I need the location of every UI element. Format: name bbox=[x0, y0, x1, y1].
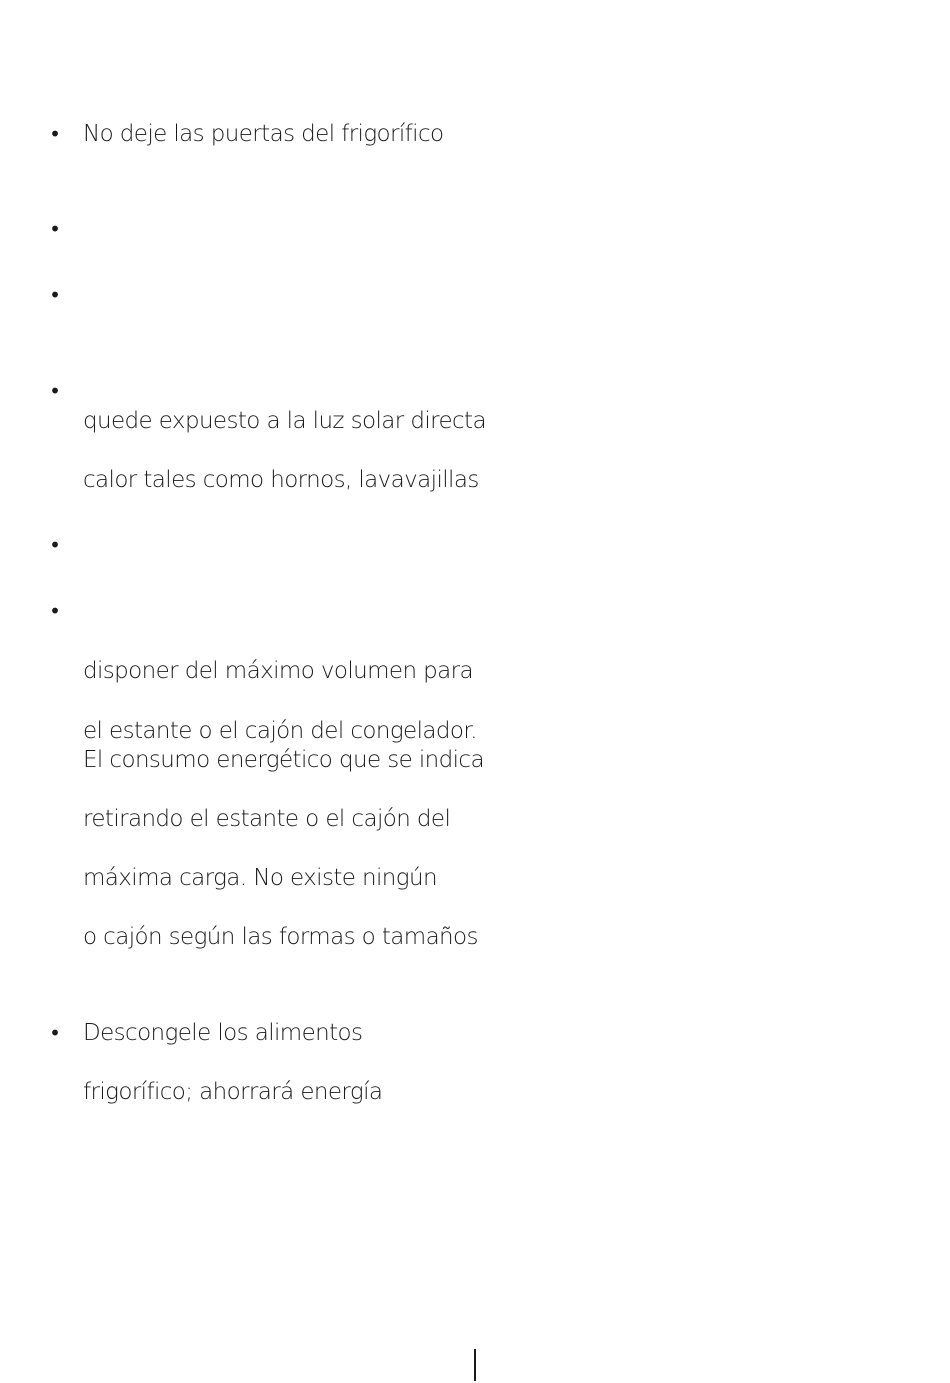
bullet-3: • bbox=[49, 283, 61, 307]
text-line: retirando el estante o el cajón del bbox=[83, 806, 451, 832]
text-line: el estante o el cajón del congelador. bbox=[83, 718, 477, 744]
bullet-1: • bbox=[49, 122, 61, 146]
bullet-5: • bbox=[49, 533, 61, 557]
text-line: frigorífico; ahorrará energía bbox=[83, 1079, 383, 1105]
bullet-2: • bbox=[49, 217, 61, 241]
page-divider-mark bbox=[474, 1349, 476, 1381]
text-line: o cajón según las formas o tamaños bbox=[83, 924, 478, 950]
text-line: El consumo energético que se indica bbox=[83, 747, 484, 773]
text-line: Descongele los alimentos bbox=[83, 1020, 363, 1046]
bullet-6: • bbox=[49, 599, 61, 623]
text-line: calor tales como hornos, lavavajillas bbox=[83, 467, 479, 493]
text-line: disponer del máximo volumen para bbox=[83, 658, 474, 684]
bullet-4: • bbox=[49, 379, 61, 403]
text-line: quede expuesto a la luz solar directa bbox=[83, 408, 486, 434]
bullet-7: • bbox=[49, 1021, 61, 1045]
text-line: máxima carga. No existe ningún bbox=[83, 865, 437, 891]
text-line: No deje las puertas del frigorífico bbox=[83, 121, 444, 147]
